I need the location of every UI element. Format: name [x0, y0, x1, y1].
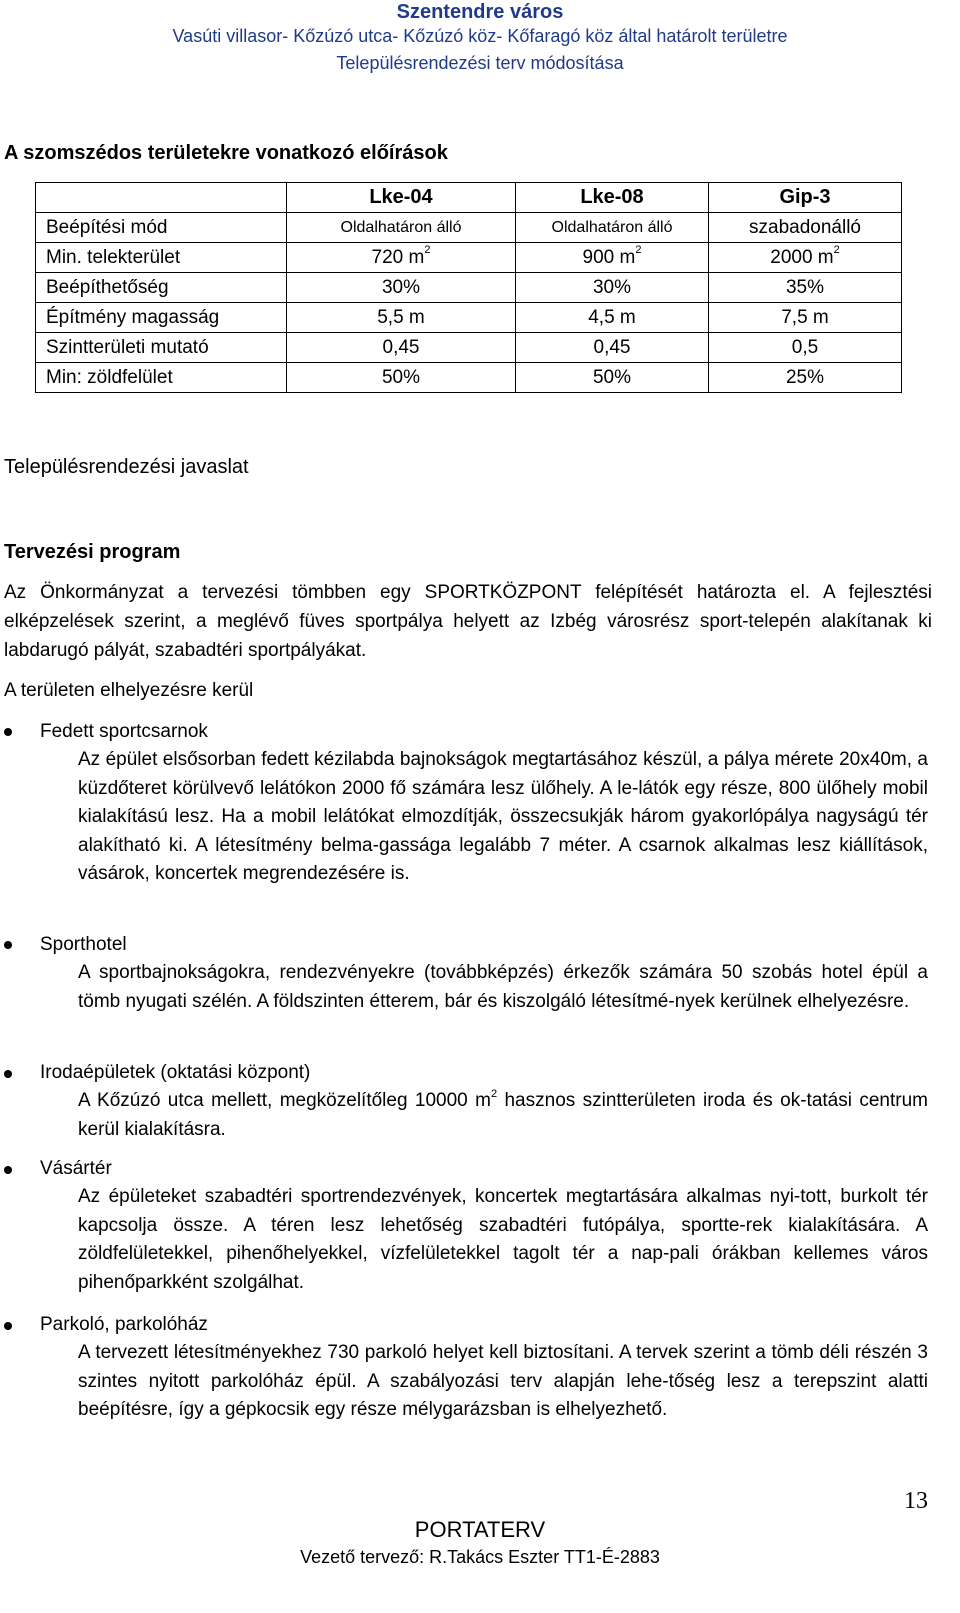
table-cell: 50%: [287, 363, 516, 393]
footer-designer: Vezető tervező: R.Takács Eszter TT1-É-2883: [300, 1547, 660, 1567]
superscript: 2: [490, 1087, 498, 1100]
cell-value: 720 m: [371, 246, 425, 268]
table-cell: [287, 243, 516, 273]
table-cell: Oldalhatáron álló: [516, 213, 709, 243]
table-cell: [709, 243, 902, 273]
superscript: 2: [635, 244, 642, 257]
item-title: Fedett sportcsarnok: [40, 721, 208, 742]
column-header: Gip-3: [709, 183, 902, 213]
table-row: [36, 333, 902, 363]
table-cell: szabadonálló: [709, 213, 902, 243]
item-title: Sporthotel: [40, 934, 127, 955]
table-cell: 4,5 m: [516, 303, 709, 333]
superscript: 2: [833, 244, 840, 257]
footer-firm: PORTATERV: [414, 1517, 546, 1542]
table-row: [36, 243, 902, 273]
table-cell: 0,45: [287, 333, 516, 363]
table-corner-cell: [36, 183, 287, 213]
table-cell: 0,5: [709, 333, 902, 363]
item-title: Parkoló, parkolóház: [40, 1314, 208, 1335]
header-plan-title: Településrendezési terv módosítása: [336, 53, 624, 73]
cell-value: 2000 m: [770, 246, 834, 268]
regulations-table: [35, 182, 902, 393]
table-cell: 50%: [516, 363, 709, 393]
row-label: Építmény magasság: [36, 303, 287, 333]
table-cell: Oldalhatáron álló: [287, 213, 516, 243]
item-text: A sportbajnokságokra, rendezvényekre (továbbképzés) érkezők számára 50 szobás hotel épül a tömb nyugati szélén. A földszinten étterem, bár és kiszolgáló létesítmé-nyek kerülnek elhelyezésre.: [78, 962, 928, 1012]
placement-intro: A területen elhelyezésre kerül: [4, 680, 254, 701]
table-row: [36, 303, 902, 333]
table-cell: 35%: [709, 273, 902, 303]
table-cell: 30%: [287, 273, 516, 303]
item-title: Irodaépületek (oktatási központ): [40, 1062, 311, 1083]
item-title: Vásártér: [40, 1158, 112, 1179]
table-cell: 30%: [516, 273, 709, 303]
proposal-heading: Településrendezési javaslat: [4, 456, 249, 478]
table-row: [36, 273, 902, 303]
row-label: Beépítési mód: [36, 213, 287, 243]
item-text: [78, 1087, 928, 1144]
table-row: [36, 213, 902, 243]
bullet-icon: [4, 728, 12, 736]
row-label: Min. telekterület: [36, 243, 287, 273]
item-text: Az épületeket szabadtéri sportrendezvények, koncertek megtartására alkalmas nyi-tott, burkolt tér kapcsolja össze. A téren lesz lehetőség szabadtéri futópálya, sportte-rek kialakítására. A zöldfelületekkel, pihenőhelyekkel, vízfelületekkel tagolt tér a nap-pali órákban kellemes város pihenőparkként szolgálhat.: [78, 1186, 928, 1293]
item-text: Az épület elsősorban fedett kézilabda bajnokságok megtartásához készül, a pálya mérete 20x40m, a küzdőteret körülvevő lelátókon 2000 fő számára lesz ülőhely. A le-látók egy része, 800 ülőhely mobil kialakítású lesz. Ha a mobil lelátókat elmozdítják, összecsukják három gyakorlópálya nagyságú tér alakítható ki. A létesítmény belma-gassága legalább 7 méter. A csarnok alkalmas lesz kiállítások, vásárok, koncertek megrendezésére is.: [78, 749, 928, 884]
bullet-icon: [4, 1166, 12, 1174]
table-cell: 7,5 m: [709, 303, 902, 333]
table-cell: [516, 243, 709, 273]
neighbors-heading: A szomszédos területekre vonatkozó előírások: [4, 142, 448, 164]
header-city: Szentendre város: [396, 1, 564, 23]
table-row: [36, 363, 902, 393]
superscript: 2: [424, 244, 431, 257]
item-text-part: hasznos szintterületen iroda és ok-tatási centrum kerül kialakításra.: [78, 1090, 928, 1140]
page-number: 13: [904, 1488, 928, 1514]
row-label: Min: zöldfelület: [36, 363, 287, 393]
row-label: Beépíthetőség: [36, 273, 287, 303]
row-label: Szintterületi mutató: [36, 333, 287, 363]
cell-value: 900 m: [582, 246, 636, 268]
bullet-icon: [4, 941, 12, 949]
intro-paragraph: Az Önkormányzat a tervezési tömbben egy SPORTKÖZPONT felépítését határozta el. A fejlesztési elképzelések szerint, a meglévő füves sportpálya helyett az Izbég városrész sport-telepén alakítanak ki labdarugó pályát, szabadtéri sportpályákat.: [4, 582, 932, 661]
table-header-row: [36, 183, 902, 213]
item-text-part: A Kőzúzó utca mellett, megközelítőleg 10000 m: [78, 1090, 491, 1111]
header-area: Vasúti villasor- Kőzúzó utca- Kőzúzó köz- Kőfaragó köz által határolt területre: [172, 26, 788, 46]
column-header: Lke-04: [287, 183, 516, 213]
table-cell: 5,5 m: [287, 303, 516, 333]
bullet-icon: [4, 1070, 12, 1078]
table-cell: 0,45: [516, 333, 709, 363]
table-cell: 25%: [709, 363, 902, 393]
item-text: A tervezett létesítményekhez 730 parkoló helyet kell biztosítani. A tervek szerint a tömb déli részén 3 szintes nyitott parkolóház épül. A szabályozási terv alapján lehe-tőség lesz a terepszint alatti beépítésre, így a gépkocsik egy része mélygarázsban is elhelyezhető.: [78, 1342, 928, 1420]
bullet-icon: [4, 1322, 12, 1330]
column-header: Lke-08: [516, 183, 709, 213]
program-heading: Tervezési program: [4, 541, 181, 563]
